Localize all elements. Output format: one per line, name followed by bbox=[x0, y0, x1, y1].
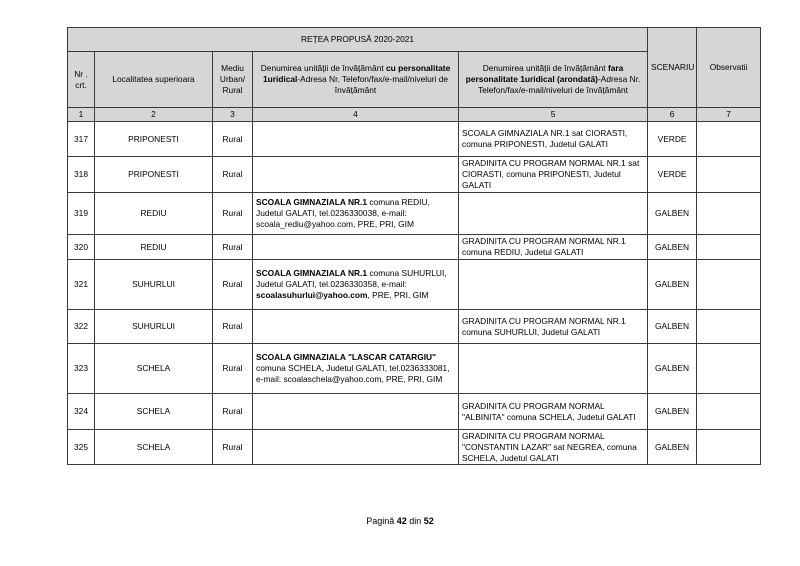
row-unitate-fara-pj: GRADINITA CU PROGRAM NORMAL "CONSTANTIN LAZAR" sat NEGREA, comuna SCHELA, Judetul GALATI bbox=[459, 430, 648, 465]
row-unitate-fara-pj: GRADINITA CU PROGRAM NORMAL NR.1 sat CIORASTI, comuna PRIPONESTI, Judetul GALATI bbox=[459, 157, 648, 193]
row-localitate: SCHELA bbox=[95, 394, 213, 430]
column-number: 7 bbox=[697, 108, 761, 122]
row-observatii bbox=[697, 193, 761, 235]
row-observatii bbox=[697, 235, 761, 260]
column-number-row bbox=[68, 108, 761, 122]
row-observatii bbox=[697, 430, 761, 465]
school-network-table bbox=[67, 27, 761, 465]
row-unitate-fara-pj: SCOALA GIMNAZIALA NR.1 sat CIORASTI, comuna PRIPONESTI, Judetul GALATI bbox=[459, 122, 648, 157]
column-number: 5 bbox=[459, 108, 648, 122]
header-nr-crt: Nr . crt. bbox=[68, 52, 95, 108]
column-number: 6 bbox=[648, 108, 697, 122]
table-row bbox=[68, 235, 761, 260]
page-footer bbox=[0, 516, 800, 526]
header-localitate: Localitatea superioara bbox=[95, 52, 213, 108]
row-mediu: Rural bbox=[213, 310, 253, 344]
row-mediu: Rural bbox=[213, 122, 253, 157]
row-observatii bbox=[697, 157, 761, 193]
row-mediu: Rural bbox=[213, 430, 253, 465]
row-scenariu: GALBEN bbox=[648, 394, 697, 430]
row-mediu: Rural bbox=[213, 260, 253, 310]
footer-page-total: 52 bbox=[423, 516, 434, 526]
row-observatii bbox=[697, 310, 761, 344]
row-unitate-fara-pj: GRADINITA CU PROGRAM NORMAL NR.1 comuna SUHURLUI, Judetul GALATI bbox=[459, 310, 648, 344]
row-localitate: SCHELA bbox=[95, 430, 213, 465]
footer-prefix: Pagină bbox=[366, 516, 397, 526]
row-localitate: SCHELA bbox=[95, 344, 213, 394]
row-localitate: PRIPONESTI bbox=[95, 122, 213, 157]
table-row bbox=[68, 122, 761, 157]
table-row bbox=[68, 344, 761, 394]
table-row bbox=[68, 193, 761, 235]
row-observatii bbox=[697, 344, 761, 394]
row-scenariu: VERDE bbox=[648, 157, 697, 193]
column-number: 3 bbox=[213, 108, 253, 122]
row-observatii bbox=[697, 394, 761, 430]
table-row bbox=[68, 260, 761, 310]
row-mediu: Rural bbox=[213, 344, 253, 394]
header-observatii: Observatii bbox=[697, 28, 761, 108]
row-observatii bbox=[697, 122, 761, 157]
row-mediu: Rural bbox=[213, 235, 253, 260]
row-unitate-fara-pj bbox=[459, 344, 648, 394]
table-row bbox=[68, 157, 761, 193]
header-mediu: Mediu Urban/ Rural bbox=[213, 52, 253, 108]
row-nr: 317 bbox=[68, 122, 95, 157]
row-nr: 324 bbox=[68, 394, 95, 430]
row-unitate-cu-pj: SCOALA GIMNAZIALA NR.1 comuna REDIU, Judetul GALATI, tel.0236330038, e-mail: scoala_rediu@yahoo.com, PRE, PRI, GIM bbox=[253, 193, 459, 235]
row-unitate-cu-pj: SCOALA GIMNAZIALA "LASCAR CATARGIU" comuna SCHELA, Judetul GALATI, tel.0236333081, e-mail: scoalaschela@yahoo.com, PRE, PRI, GIM bbox=[253, 344, 459, 394]
table-title: REȚEA PROPUSĂ 2020-2021 bbox=[68, 28, 648, 52]
column-number: 1 bbox=[68, 108, 95, 122]
table-row bbox=[68, 430, 761, 465]
row-unitate-cu-pj bbox=[253, 430, 459, 465]
row-unitate-cu-pj: SCOALA GIMNAZIALA NR.1 comuna SUHURLUI, Judetul GALATI, tel.0236330358, e-mail: scoalasuhurlui@yahoo.com, PRE, PRI, GIM bbox=[253, 260, 459, 310]
row-mediu: Rural bbox=[213, 394, 253, 430]
row-unitate-fara-pj: GRADINITA CU PROGRAM NORMAL NR.1 comuna REDIU, Judetul GALATI bbox=[459, 235, 648, 260]
row-observatii bbox=[697, 260, 761, 310]
row-localitate: PRIPONESTI bbox=[95, 157, 213, 193]
row-unitate-cu-pj bbox=[253, 310, 459, 344]
table-row bbox=[68, 310, 761, 344]
row-mediu: Rural bbox=[213, 193, 253, 235]
row-scenariu: VERDE bbox=[648, 122, 697, 157]
column-number: 2 bbox=[95, 108, 213, 122]
row-localitate: SUHURLUI bbox=[95, 260, 213, 310]
header-unitate-fara-pj: Denumirea unității de învățământ fara personalitate 1uridical (arondată)-Adresa Nr. Telefon/fax/e-mail/niveluri de învățământ bbox=[459, 52, 648, 108]
footer-separator: din bbox=[406, 516, 424, 526]
row-unitate-cu-pj bbox=[253, 157, 459, 193]
row-scenariu: GALBEN bbox=[648, 193, 697, 235]
header-unitate-cu-pj: Denumirea unității de învățământ cu personalitate 1uridical-Adresa Nr. Telefon/fax/e-mail/niveluri de învățământ bbox=[253, 52, 459, 108]
row-unitate-cu-pj bbox=[253, 235, 459, 260]
row-unitate-cu-pj bbox=[253, 394, 459, 430]
row-nr: 319 bbox=[68, 193, 95, 235]
row-unitate-fara-pj: GRADINITA CU PROGRAM NORMAL "ALBINITA" comuna SCHELA, Judetul GALATI bbox=[459, 394, 648, 430]
row-localitate: SUHURLUI bbox=[95, 310, 213, 344]
row-scenariu: GALBEN bbox=[648, 310, 697, 344]
table-row bbox=[68, 394, 761, 430]
row-nr: 320 bbox=[68, 235, 95, 260]
row-localitate: REDIU bbox=[95, 193, 213, 235]
row-unitate-fara-pj bbox=[459, 260, 648, 310]
row-scenariu: GALBEN bbox=[648, 260, 697, 310]
header-scenariu: SCENARIU bbox=[648, 28, 697, 108]
row-unitate-fara-pj bbox=[459, 193, 648, 235]
row-nr: 323 bbox=[68, 344, 95, 394]
row-scenariu: GALBEN bbox=[648, 235, 697, 260]
row-nr: 325 bbox=[68, 430, 95, 465]
row-localitate: REDIU bbox=[95, 235, 213, 260]
footer-page-number: 42 bbox=[396, 516, 407, 526]
row-scenariu: GALBEN bbox=[648, 344, 697, 394]
row-unitate-cu-pj bbox=[253, 122, 459, 157]
row-scenariu: GALBEN bbox=[648, 430, 697, 465]
row-mediu: Rural bbox=[213, 157, 253, 193]
row-nr: 322 bbox=[68, 310, 95, 344]
column-number: 4 bbox=[253, 108, 459, 122]
row-nr: 321 bbox=[68, 260, 95, 310]
row-nr: 318 bbox=[68, 157, 95, 193]
